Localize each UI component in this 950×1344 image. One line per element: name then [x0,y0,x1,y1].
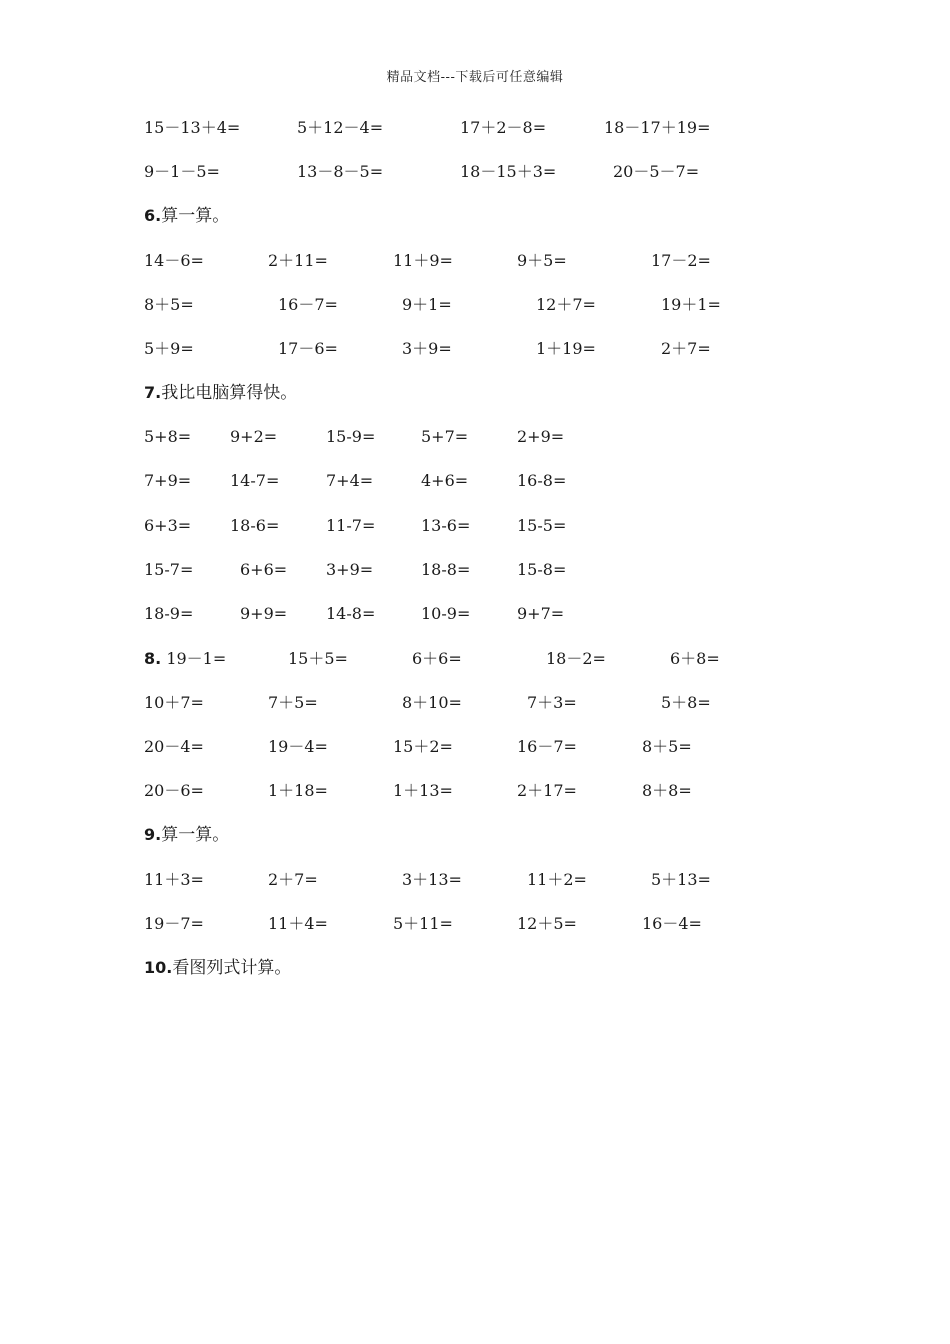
math-problem: 15-8= [517,560,567,579]
math-problem: 18－2= [546,649,606,668]
problem-row [0,779,950,803]
section-number: 10. [144,958,173,977]
math-problem: 12＋7= [536,295,596,314]
math-problem: 17－6= [278,339,338,358]
problem-row [0,293,950,317]
math-problem: 11＋3= [144,870,204,889]
math-problem [144,647,226,671]
math-problem: 2＋7= [661,339,711,358]
math-problem: 7＋5= [268,693,318,712]
math-problem: 18－17＋19= [604,118,711,137]
math-problem: 15－13＋4= [144,118,241,137]
math-problem: 5＋13= [651,870,711,889]
section-10-heading [144,956,291,980]
math-problem: 19＋1= [661,295,721,314]
math-problem: 13－8－5= [297,162,384,181]
math-problem: 9－1－5= [144,162,220,181]
math-problem: 20－6= [144,781,204,800]
math-problem: 8＋5= [642,737,692,756]
math-problem: 6+3= [144,516,192,535]
math-problem: 19－4= [268,737,328,756]
problem-row [0,602,950,626]
problem-row [0,558,950,582]
problem-row [0,249,950,273]
section-title: 算一算。 [161,825,230,845]
math-problem: 15-7= [144,560,194,579]
problem-row [0,514,950,538]
problem-row [0,912,950,936]
math-problem: 3＋13= [402,870,462,889]
math-problem: 17＋2－8= [460,118,547,137]
problem-row [0,735,950,759]
problem-row [0,160,950,184]
problem-row [0,116,950,140]
math-problem: 9+2= [230,427,278,446]
math-problem: 13-6= [421,516,471,535]
math-problem: 19－7= [144,914,204,933]
problem-row [0,691,950,715]
math-problem: 7+9= [144,471,192,490]
math-problem: 3＋9= [402,339,452,358]
section-title: 我比电脑算得快。 [161,383,298,403]
math-problem: 3+9= [326,560,374,579]
math-problem: 11＋2= [527,870,587,889]
math-problem: 16－4= [642,914,702,933]
math-problem: 5＋11= [393,914,453,933]
math-problem: 8＋8= [642,781,692,800]
math-problem: 15＋5= [288,649,348,668]
math-problem: 2＋7= [268,870,318,889]
section-9-heading [144,823,229,847]
math-problem: 15-9= [326,427,376,446]
math-problem: 9＋1= [402,295,452,314]
math-problem: 15＋2= [393,737,453,756]
math-problem: 10-9= [421,604,471,623]
problem-row [0,425,950,449]
math-problem: 11＋4= [268,914,328,933]
math-problem: 1＋13= [393,781,453,800]
math-problem: 5+8= [144,427,192,446]
problem-row [0,469,950,493]
section-8-first-row [0,647,950,671]
page-header: 精品文档---下载后可任意编辑 [386,70,564,85]
math-problem: 18-9= [144,604,194,623]
math-problem: 18－15＋3= [460,162,557,181]
math-problem: 5＋12－4= [297,118,384,137]
math-problem-text: 19－1= [166,649,227,668]
math-problem: 8＋5= [144,295,194,314]
section-number: 9. [144,825,162,844]
section-number: 6. [144,206,162,225]
section-title: 算一算。 [161,206,230,226]
section-number: 7. [144,383,162,402]
math-problem: 1＋18= [268,781,328,800]
math-problem: 6+6= [240,560,288,579]
math-problem: 20－4= [144,737,204,756]
math-problem: 15-5= [517,516,567,535]
problem-row [0,868,950,892]
math-problem: 18-8= [421,560,471,579]
section-title: 看图列式计算。 [172,958,292,978]
math-problem: 16－7= [278,295,338,314]
math-problem: 18-6= [230,516,280,535]
math-problem: 14-8= [326,604,376,623]
section-number: 8. [144,649,162,668]
math-problem: 9+7= [517,604,565,623]
section-6-heading [144,204,229,228]
math-problem: 12＋5= [517,914,577,933]
math-problem: 11-7= [326,516,376,535]
math-problem: 16-8= [517,471,567,490]
section-7-heading [144,381,297,405]
math-problem: 4+6= [421,471,469,490]
math-problem: 2＋17= [517,781,577,800]
math-problem: 9＋5= [517,251,567,270]
problem-row [0,337,950,361]
math-problem: 5＋8= [661,693,711,712]
math-problem: 20－5－7= [613,162,700,181]
math-problem: 7＋3= [527,693,577,712]
math-problem: 14－6= [144,251,204,270]
math-problem: 6＋8= [670,649,720,668]
math-problem: 2＋11= [268,251,328,270]
math-problem: 5＋9= [144,339,194,358]
math-problem: 7+4= [326,471,374,490]
math-problem: 16－7= [517,737,577,756]
math-problem: 1＋19= [536,339,596,358]
math-problem: 8＋10= [402,693,462,712]
math-problem: 10＋7= [144,693,204,712]
math-problem: 14-7= [230,471,280,490]
math-problem: 17－2= [651,251,711,270]
math-problem: 9+9= [240,604,288,623]
math-problem: 5+7= [421,427,469,446]
math-problem: 2+9= [517,427,565,446]
math-problem: 6＋6= [412,649,462,668]
math-problem: 11＋9= [393,251,453,270]
